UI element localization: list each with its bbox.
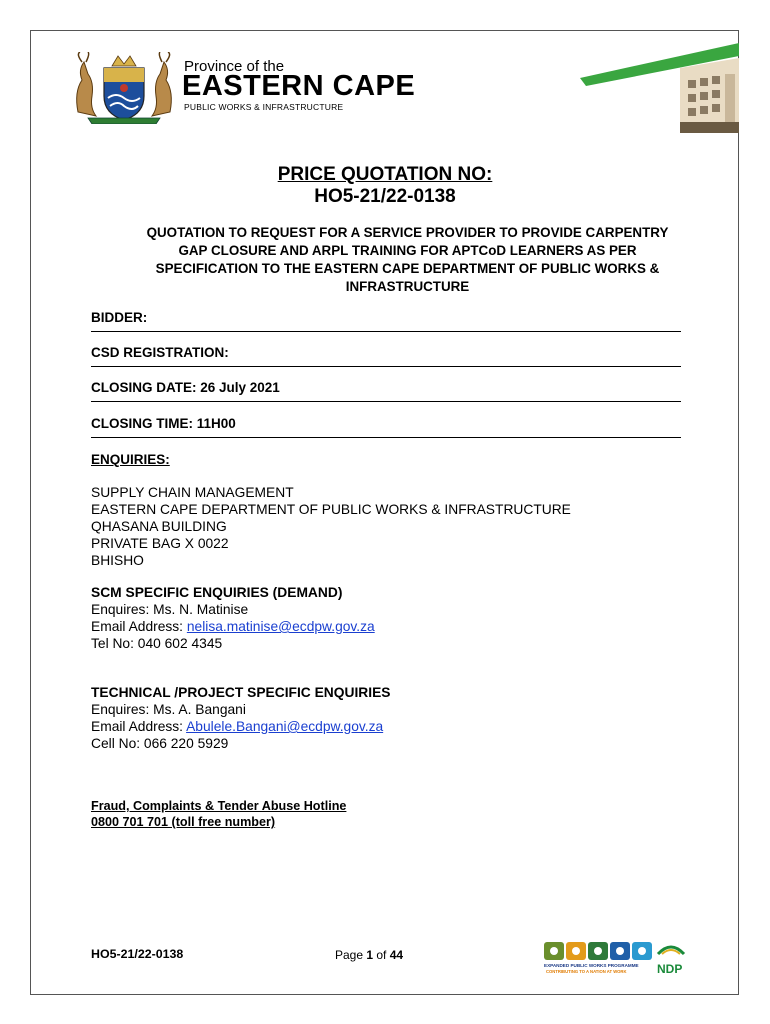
scm-tel: Tel No: 040 602 4345 bbox=[91, 636, 223, 651]
address-line: PRIVATE BAG X 0022 bbox=[91, 536, 229, 551]
logo-department-text: PUBLIC WORKS & INFRASTRUCTURE bbox=[184, 102, 344, 112]
epwp-title: EXPANDED PUBLIC WORKS PROGRAMME bbox=[544, 963, 639, 968]
epwp-tagline: CONTRIBUTING TO A NATION AT WORK bbox=[546, 969, 627, 974]
quotation-description: QUOTATION TO REQUEST FOR A SERVICE PROVIDER TO PROVIDE CARPENTRY GAP CLOSURE AND ARPL TRAINING FOR APTCoD LEARNERS AS PER SPECIFICATION TO THE EASTERN CAPE DEPARTMENT OF PUBLIC WORKS & INFRASTRUCTURE bbox=[146, 225, 669, 294]
page-indicator bbox=[335, 948, 403, 962]
technical-heading: TECHNICAL /PROJECT SPECIFIC ENQUIRIES bbox=[91, 685, 391, 700]
quotation-title: PRICE QUOTATION NO: bbox=[277, 164, 493, 185]
enquiries-address bbox=[91, 484, 571, 569]
quotation-number: HO5-21/22-0138 bbox=[314, 186, 456, 207]
technical-email-link[interactable]: Abulele.Bangani@ecdpw.gov.za bbox=[186, 719, 384, 734]
scm-email-label: Email Address: bbox=[91, 619, 187, 634]
scm-heading: SCM SPECIFIC ENQUIRIES (DEMAND) bbox=[91, 585, 343, 600]
page-prefix: Page bbox=[335, 948, 367, 962]
footer-reference: HO5-21/22-0138 bbox=[91, 947, 184, 961]
address-line: QHASANA BUILDING bbox=[91, 519, 227, 534]
hotline-title: Fraud, Complaints & Tender Abuse Hotline bbox=[91, 799, 347, 813]
address-line: SUPPLY CHAIN MANAGEMENT bbox=[91, 485, 294, 500]
closing-date-field: CLOSING DATE: 26 July 2021 bbox=[91, 380, 681, 402]
closing-time-field: CLOSING TIME: 11H00 bbox=[91, 416, 681, 438]
scm-enquiries-block bbox=[91, 584, 375, 652]
ndp-text: NDP bbox=[657, 962, 683, 976]
epwp-ndp-logo bbox=[540, 940, 690, 980]
csd-registration-field: CSD REGISTRATION: bbox=[91, 345, 681, 367]
page-of: of bbox=[373, 948, 390, 962]
technical-email-label: Email Address: bbox=[91, 719, 187, 734]
coat-of-arms-icon bbox=[68, 52, 180, 124]
department-logo bbox=[68, 52, 418, 127]
technical-enquiries-block bbox=[91, 684, 390, 752]
technical-email-row bbox=[91, 718, 390, 735]
fraud-hotline bbox=[91, 798, 346, 830]
page-total: 44 bbox=[389, 948, 404, 962]
scm-email-link[interactable]: nelisa.matinise@ecdpw.gov.za bbox=[186, 619, 375, 634]
address-line: EASTERN CAPE DEPARTMENT OF PUBLIC WORKS & INFRASTRUCTURE bbox=[91, 502, 571, 517]
building-roof-graphic bbox=[580, 38, 739, 133]
enquiries-heading: ENQUIRIES: bbox=[91, 452, 170, 467]
scm-email-row bbox=[91, 618, 375, 635]
technical-cell: Cell No: 066 220 5929 bbox=[91, 736, 229, 751]
epwp-icons bbox=[544, 940, 659, 962]
address-line: BHISHO bbox=[91, 553, 144, 568]
scm-contact: Enquires: Ms. N. Matinise bbox=[91, 602, 249, 617]
logo-province-text: Province of the bbox=[184, 58, 285, 75]
logo-eastern-cape-text: EASTERN CAPE bbox=[182, 70, 416, 102]
hotline-number: 0800 701 701 (toll free number) bbox=[91, 815, 276, 829]
bidder-field: BIDDER: bbox=[91, 310, 681, 332]
page-current: 1 bbox=[366, 948, 374, 962]
technical-contact: Enquires: Ms. A. Bangani bbox=[91, 702, 246, 717]
